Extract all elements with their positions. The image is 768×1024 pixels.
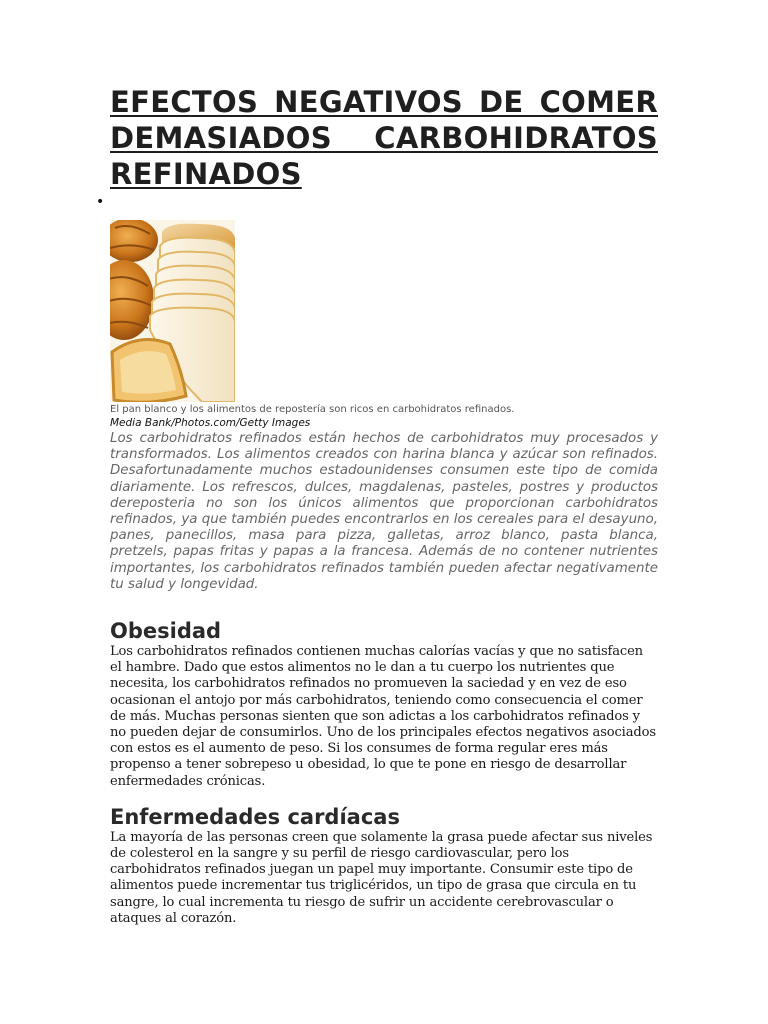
section-heading-obesidad: Obesidad xyxy=(110,619,222,644)
section-text-obesidad: Los carbohidratos refinados contienen muchas calorías vacías y que no satisfacen el hambre. Dado que estos alimentos no le dan a tu cuerpo los nutrientes que necesita, los carbohidratos refinados no promueven la saciedad y en vez de eso ocasionan el antojo por más carbohidratos, teniendo como consecuencia el comer de más. Muchas personas sienten que son adictas a los carbohidratos refinados y no pueden dejar de consumirlos. Uno de los principales efectos negativos asociados con estos es el aumento de peso. Si los consumes de forma regular eres más propenso a tener sobrepeso u obesidad, lo que te pone en riesgo de desarrollar enfermedades crónicas. xyxy=(110,644,656,789)
bread-croissant-photo xyxy=(110,220,235,402)
bullet-marker: • xyxy=(96,194,105,210)
article xyxy=(96,84,658,927)
intro-paragraph: Los carbohidratos refinados están hechos de carbohidratos muy procesados y transformados. Los alimentos creados con harina blanca y azúcar son refinados. Desafortunadamente muchos estadounidenses consumen este tipo de comida diariamente. Los refrescos, dulces, magdalenas, pasteles, postres y productos dereposteria no son los únicos alimentos que proporcionan carbohidratos refinados, ya que también puedes encontrarlos en los cereales para el desayuno, panes, panecillos, masa para pizza, galletas, arroz blanco, pasta blanca, pretzels, papas fritas y papas a la francesa. Además de no contener nutrientes importantes, los carbohidratos refinados también pueden afectar negativamente tu salud y longevidad. xyxy=(110,431,658,592)
image-credit: Media Bank/Photos.com/Getty Images xyxy=(110,417,311,429)
section-heading-enfermedades-cardiacas: Enfermedades cardíacas xyxy=(110,804,400,829)
section-text-enfermedades-cardiacas: La mayoría de las personas creen que solamente la grasa puede afectar sus niveles de colesterol en la sangre y su perfil de riesgo cardiovascular, pero los carbohidratos refinados juegan un papel muy importante. Consumir este tipo de alimentos puede incrementar tus triglicéridos, un tipo de grasa que circula en tu sangre, lo cual incrementa tu riesgo de sufrir un accidente cerebrovascular o ataques al corazón. xyxy=(110,829,653,926)
article-title: EFECTOS NEGATIVOS DE COMER DEMASIADOS CARBOHIDRATOS REFINADOS xyxy=(110,85,658,191)
image-caption: El pan blanco y los alimentos de repostería son ricos en carbohidratos refinados. xyxy=(110,404,515,415)
